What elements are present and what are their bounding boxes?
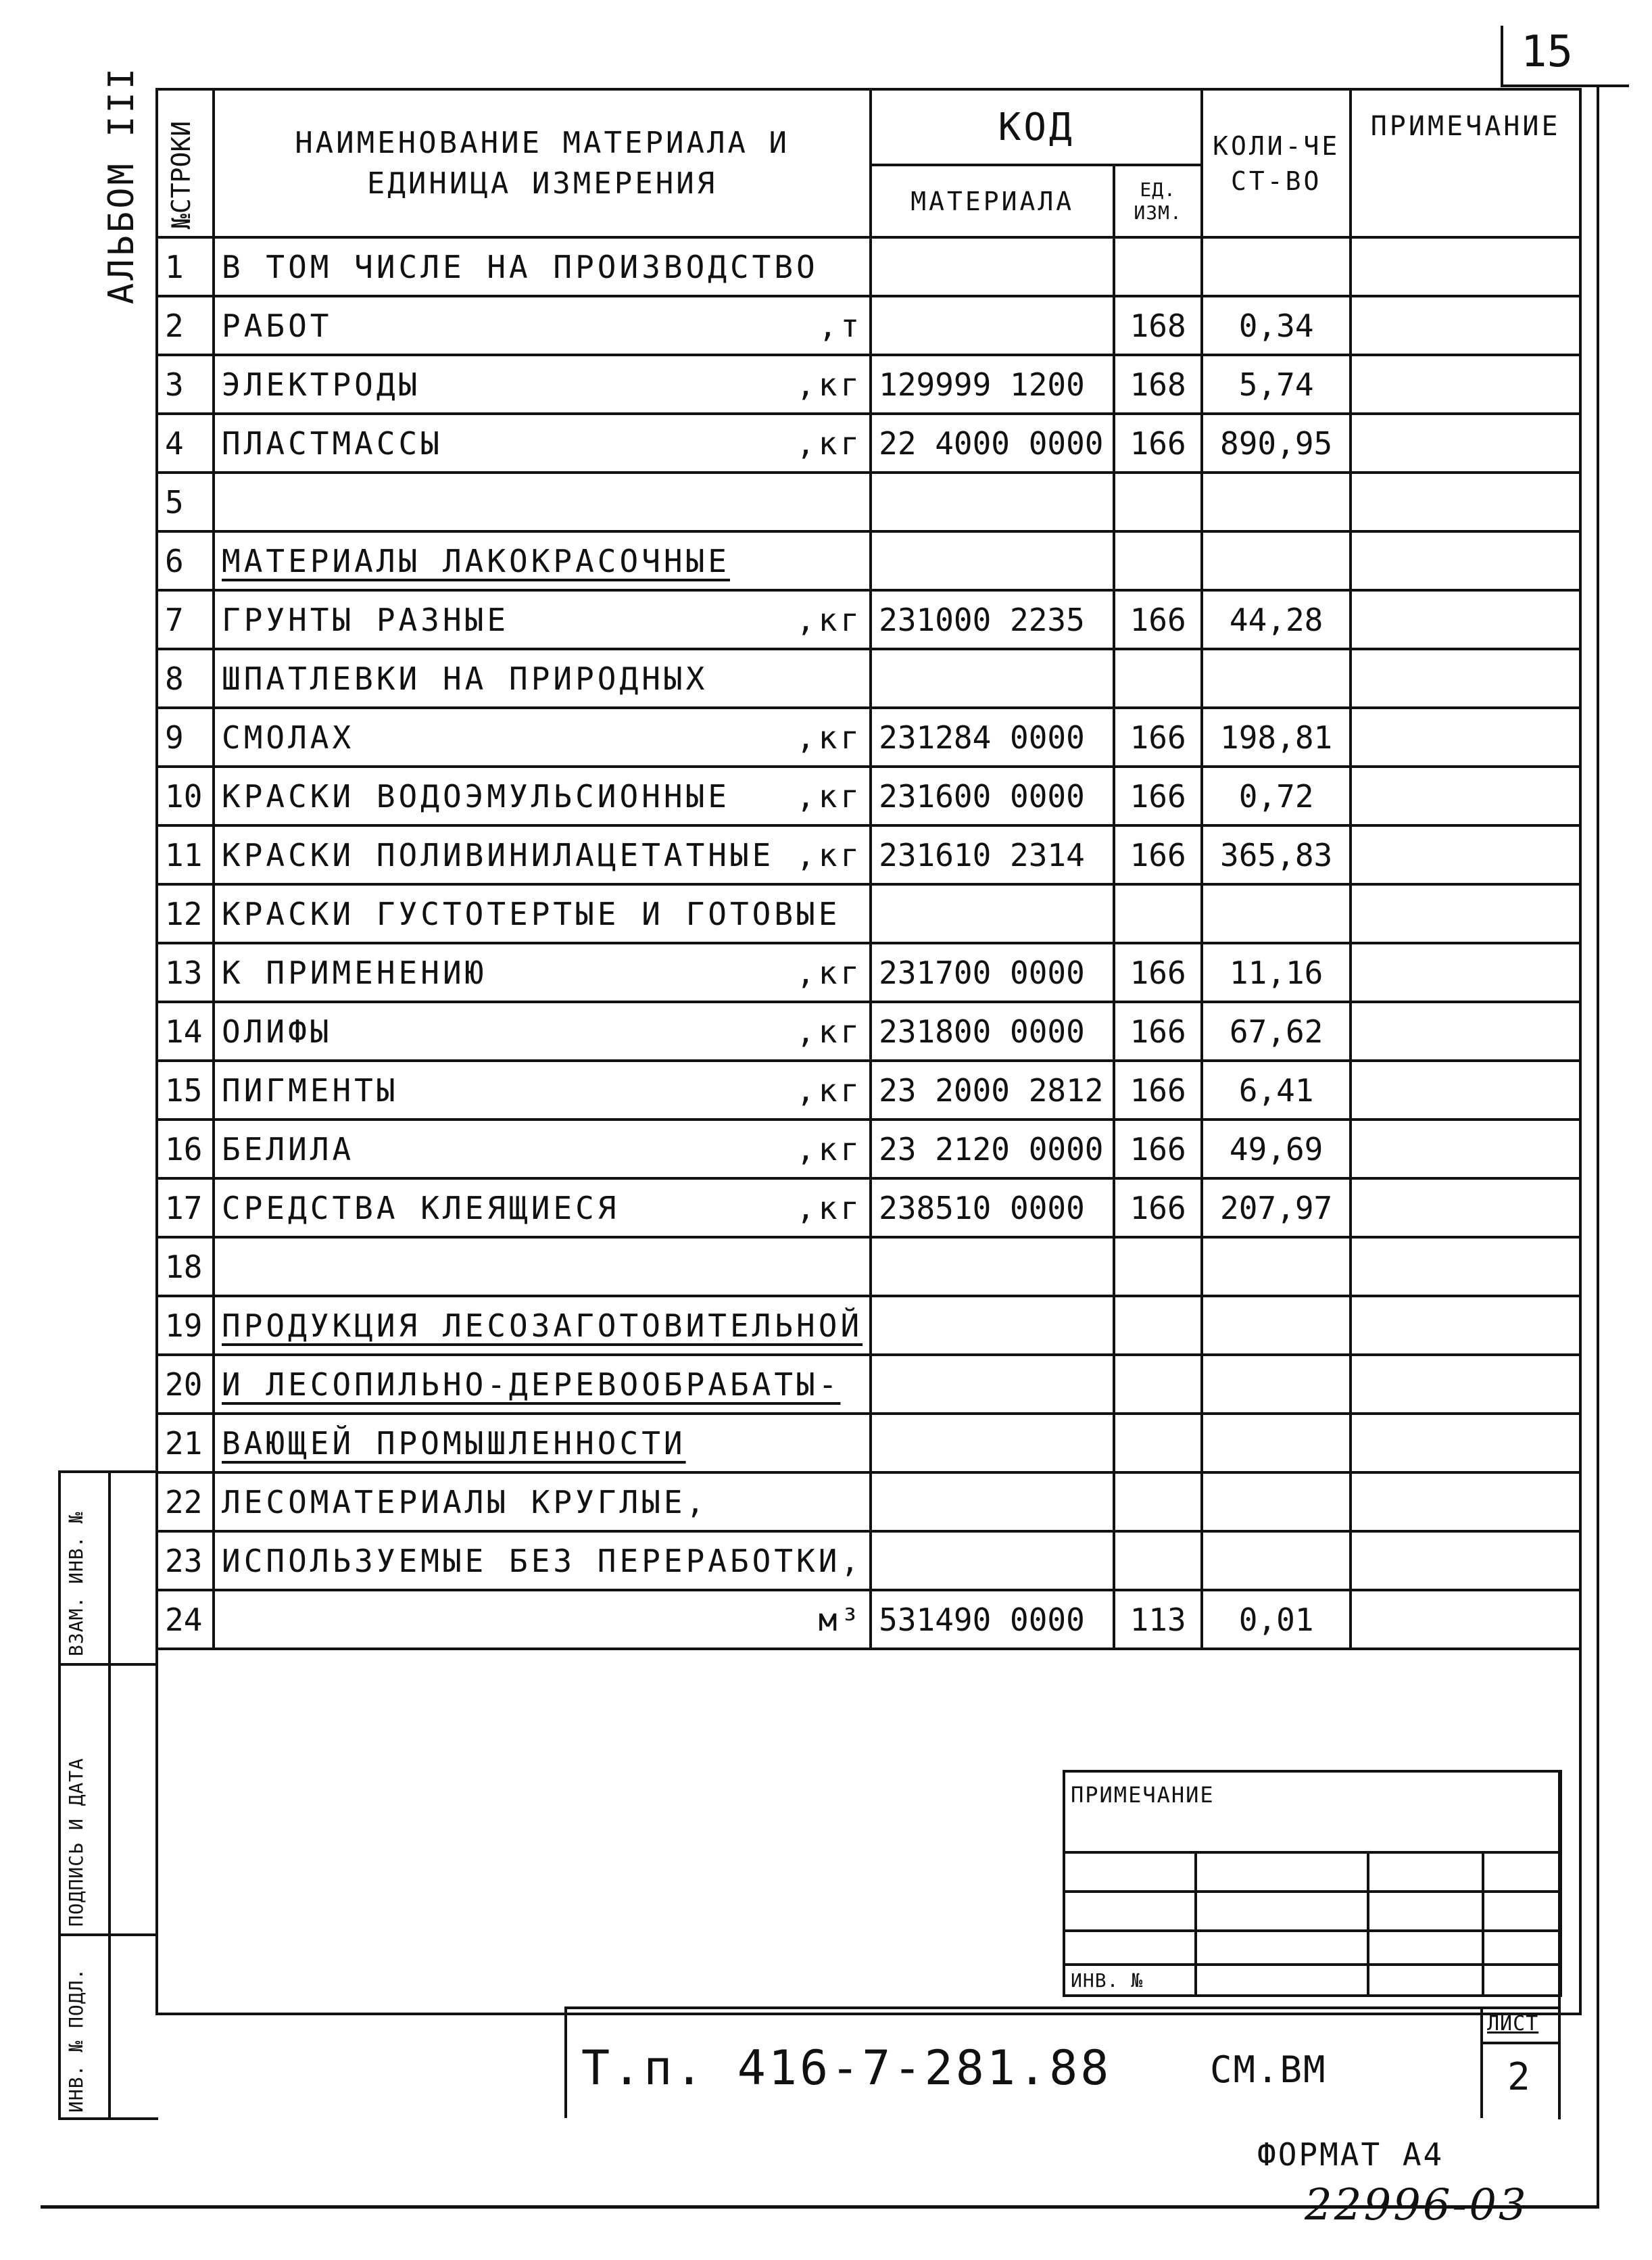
archive-number: 22996-03 [1305,2180,1528,2230]
material-name: МАТЕРИАЛЫ ЛАКОКРАСОЧНЫЕ [222,542,730,579]
page-number: 15 [1521,27,1574,77]
note-cell [1351,767,1580,825]
unit-code-cell: 166 [1114,767,1202,825]
row-number-cell: 15 [157,1061,214,1120]
document-code: Т.п. 416-7-281.88 [581,2040,1112,2096]
quantity-cell: 207,97 [1202,1178,1351,1237]
code-unit-header [1114,165,1202,237]
name-cell [214,884,871,943]
page-number-divider [1501,26,1503,87]
unit-suffix: ,кг [796,601,863,638]
unit-code-cell [1114,473,1202,531]
note-cell [1351,825,1580,884]
name-cell [214,355,871,414]
unit-code-cell [1114,884,1202,943]
table-row [157,590,1580,649]
side-stamp-left [58,1470,61,2119]
quantity-cell [1202,649,1351,708]
material-name: КРАСКИ ПОЛИВИНИЛАЦЕТАТНЫЕ [222,836,775,873]
table-row [157,708,1580,767]
material-code-cell [871,649,1114,708]
material-name: И ЛЕСОПИЛЬНО-ДЕРЕВООБРАБАТЫ- [222,1366,841,1403]
row-number-cell: 2 [157,296,214,355]
quantity-header [1202,89,1351,237]
name-cell [214,237,871,296]
material-code-cell: 238510 0000 [871,1178,1114,1237]
name-cell [214,1120,871,1178]
material-code-cell: 231800 0000 [871,1002,1114,1061]
unit-code-cell: 166 [1114,590,1202,649]
material-code-cell [871,473,1114,531]
name-cell [214,414,871,473]
unit-code-cell [1114,1472,1202,1531]
notes-cell [1483,1931,1561,1965]
unit-code-cell: 168 [1114,296,1202,355]
unit-code-cell [1114,1531,1202,1590]
note-cell [1351,355,1580,414]
quantity-cell: 0,34 [1202,296,1351,355]
notes-cell [1196,1892,1368,1931]
material-name: ОЛИФЫ [222,1013,333,1050]
unit-suffix: ,т [818,307,863,344]
material-code-cell [871,1414,1114,1472]
notes-block [1063,1770,1562,1997]
quantity-cell [1202,473,1351,531]
material-code-cell: 231610 2314 [871,825,1114,884]
notes-cell [1368,1931,1483,1965]
material-name: КРАСКИ ГУСТОТЕРТЫЕ И ГОТОВЫЕ [222,895,841,932]
name-cell [214,473,871,531]
quantity-cell: 198,81 [1202,708,1351,767]
table-row [157,1531,1580,1590]
material-name: ПРОДУКЦИЯ ЛЕСОЗАГОТОВИТЕЛЬНОЙ [222,1307,863,1344]
material-name: К ПРИМЕНЕНИЮ [222,954,487,991]
quantity-cell [1202,1472,1351,1531]
table-row [157,1002,1580,1061]
material-code-cell [871,1472,1114,1531]
row-number-cell: 5 [157,473,214,531]
notes-cell [1196,1931,1368,1965]
table-row [157,1355,1580,1414]
table-row [157,1472,1580,1531]
inv-no-label: ИНВ. № [1064,1965,1196,1996]
note-cell [1351,296,1580,355]
quantity-cell: 0,72 [1202,767,1351,825]
note-cell [1351,414,1580,473]
quantity-header-text: КОЛИ-ЧЕСТ-ВО [1213,130,1340,196]
material-code-cell: 531490 0000 [871,1590,1114,1649]
row-no-header [157,89,214,237]
name-cell [214,531,871,590]
name-header-text: НАИМЕНОВАНИЕ МАТЕРИАЛА И ЕДИНИЦА ИЗМЕРЕНИЯ [295,125,789,201]
row-number-cell: 9 [157,708,214,767]
top-frame-line [1501,85,1629,87]
name-cell [214,1472,871,1531]
material-code-cell [871,296,1114,355]
name-cell [214,1002,871,1061]
material-code-cell: 231284 0000 [871,708,1114,767]
unit-suffix: ,кг [796,719,863,756]
inv-podl-label: ИНВ. № ПОДЛ. [65,1967,87,2113]
notes-cell [1368,1965,1483,1996]
side-stamp-mid [108,1470,111,2119]
note-header-text: ПРИМЕЧАНИЕ [1370,111,1561,142]
table-row [157,1590,1580,1649]
material-code-cell: 129999 1200 [871,355,1114,414]
table-row [157,237,1580,296]
notes-title: ПРИМЕЧАНИЕ [1064,1771,1561,1852]
row-number-cell: 14 [157,1002,214,1061]
unit-suffix: ,кг [796,1072,863,1109]
section-code: СМ.ВМ [1210,2048,1327,2091]
table-row [157,1237,1580,1296]
unit-code-cell [1114,1237,1202,1296]
quantity-cell [1202,1237,1351,1296]
note-cell [1351,1355,1580,1414]
notes-cell [1483,1852,1561,1892]
quantity-cell: 11,16 [1202,943,1351,1002]
table-row [157,1296,1580,1355]
notes-cell [1064,1931,1196,1965]
quantity-cell [1202,1531,1351,1590]
name-cell [214,708,871,767]
note-cell [1351,1120,1580,1178]
material-name: ПИГМЕНТЫ [222,1072,399,1109]
quantity-cell [1202,884,1351,943]
material-code-cell [871,1531,1114,1590]
note-cell [1351,1531,1580,1590]
unit-suffix: ,кг [796,366,863,403]
row-number-cell: 13 [157,943,214,1002]
note-cell [1351,1472,1580,1531]
album-label: АЛЬБОМ III [101,65,142,304]
unit-code-cell: 166 [1114,825,1202,884]
row-number-cell: 22 [157,1472,214,1531]
name-cell [214,1178,871,1237]
material-code-cell [871,1296,1114,1355]
unit-suffix: ,кг [796,836,863,873]
row-number-cell: 4 [157,414,214,473]
unit-code-cell [1114,1355,1202,1414]
note-cell [1351,1002,1580,1061]
table-row [157,473,1580,531]
name-cell [214,1296,871,1355]
table-row [157,296,1580,355]
unit-suffix: м³ [818,1601,863,1638]
name-cell [214,1590,871,1649]
table-row [157,943,1580,1002]
quantity-cell: 44,28 [1202,590,1351,649]
row-number-cell: 11 [157,825,214,884]
unit-code-cell: 166 [1114,943,1202,1002]
material-code-cell [871,237,1114,296]
notes-cell [1064,1892,1196,1931]
note-cell [1351,943,1580,1002]
row-no-header-text: №СТРОКИ [166,120,196,229]
quantity-cell: 49,69 [1202,1120,1351,1178]
row-number-cell: 16 [157,1120,214,1178]
notes-cell [1064,1852,1196,1892]
name-cell [214,1414,871,1472]
name-cell [214,767,871,825]
note-cell [1351,649,1580,708]
material-name: ЛЕСОМАТЕРИАЛЫ КРУГЛЫЕ, [222,1483,708,1520]
material-name: ЭЛЕКТРОДЫ [222,366,421,403]
sheet-box-mid [1480,2042,1560,2044]
unit-code-cell: 166 [1114,1178,1202,1237]
table-row [157,1061,1580,1120]
side-stamp-div1 [58,1663,158,1666]
material-code-cell: 231000 2235 [871,590,1114,649]
material-name: В ТОМ ЧИСЛЕ НА ПРОИЗВОДСТВО [222,248,819,285]
note-cell [1351,1296,1580,1355]
unit-code-cell: 166 [1114,1002,1202,1061]
row-number-cell: 18 [157,1237,214,1296]
unit-suffix: ,кг [796,777,863,815]
notes-cell [1196,1965,1368,1996]
format-label: ФОРМАТ А4 [1257,2136,1444,2173]
name-cell [214,590,871,649]
table-row [157,414,1580,473]
quantity-cell [1202,237,1351,296]
material-name: ИСПОЛЬЗУЕМЫЕ БЕЗ ПЕРЕРАБОТКИ, [222,1542,863,1579]
note-cell [1351,590,1580,649]
quantity-cell [1202,1296,1351,1355]
quantity-cell: 890,95 [1202,414,1351,473]
table-row [157,767,1580,825]
row-number-cell: 7 [157,590,214,649]
table-row [157,1178,1580,1237]
material-code-cell [871,1237,1114,1296]
table-row [157,825,1580,884]
title-block-left [564,2006,567,2118]
table-row [157,884,1580,943]
note-cell [1351,708,1580,767]
unit-code-cell [1114,649,1202,708]
unit-code-cell [1114,1296,1202,1355]
unit-code-cell: 166 [1114,1120,1202,1178]
material-code-cell [871,531,1114,590]
quantity-cell [1202,1355,1351,1414]
name-cell [214,296,871,355]
side-stamp-bottom [58,2117,158,2120]
name-cell [214,1531,871,1590]
material-name: РАБОТ [222,307,333,344]
unit-code-cell: 113 [1114,1590,1202,1649]
quantity-cell [1202,531,1351,590]
unit-suffix: ,кг [796,1189,863,1226]
notes-cell [1196,1852,1368,1892]
row-number-cell: 8 [157,649,214,708]
note-cell [1351,237,1580,296]
row-number-cell: 17 [157,1178,214,1237]
right-frame-line [1597,85,1599,2207]
quantity-cell: 5,74 [1202,355,1351,414]
table-row [157,531,1580,590]
unit-code-cell [1114,237,1202,296]
note-cell [1351,1237,1580,1296]
unit-code-cell: 166 [1114,708,1202,767]
material-name: БЕЛИЛА [222,1130,355,1168]
row-number-cell: 19 [157,1296,214,1355]
row-number-cell: 12 [157,884,214,943]
note-cell [1351,1414,1580,1472]
notes-cell [1483,1892,1561,1931]
side-stamp-div2 [58,1933,158,1936]
row-number-cell: 21 [157,1414,214,1472]
table-row [157,1414,1580,1472]
sheet-box-right [1558,1770,1561,2119]
unit-code-cell: 166 [1114,414,1202,473]
name-cell [214,825,871,884]
material-code-cell: 23 2000 2812 [871,1061,1114,1120]
name-cell [214,649,871,708]
unit-suffix: ,кг [796,1013,863,1050]
material-name: ШПАТЛЕВКИ НА ПРИРОДНЫХ [222,660,708,697]
unit-suffix: ,кг [796,1130,863,1168]
row-number-cell: 24 [157,1590,214,1649]
material-name: КРАСКИ ВОДОЭМУЛЬСИОННЫЕ [222,777,730,815]
note-cell [1351,1590,1580,1649]
material-code-cell [871,1355,1114,1414]
code-material-header: МАТЕРИАЛА [871,165,1114,237]
material-name: СРЕДСТВА КЛЕЯЩИЕСЯ [222,1189,620,1226]
material-code-cell: 231600 0000 [871,767,1114,825]
material-code-cell: 231700 0000 [871,943,1114,1002]
unit-code-cell [1114,531,1202,590]
unit-suffix: ,кг [796,954,863,991]
row-number-cell: 10 [157,767,214,825]
unit-code-cell: 168 [1114,355,1202,414]
sheet-box-left [1480,2006,1483,2118]
quantity-cell [1202,1414,1351,1472]
note-header [1351,89,1580,237]
table-row [157,1120,1580,1178]
material-name: СМОЛАХ [222,719,355,756]
material-name: ГРУНТЫ РАЗНЫЕ [222,601,510,638]
table-row [157,649,1580,708]
note-cell [1351,531,1580,590]
name-cell [214,943,871,1002]
podpis-data-label: ПОДПИСЬ И ДАТА [65,1757,87,1927]
material-name: ПЛАСТМАССЫ [222,425,443,462]
row-number-cell: 20 [157,1355,214,1414]
code-unit-header-text: ЕД. ИЗМ. [1134,178,1182,224]
quantity-cell: 6,41 [1202,1061,1351,1120]
sheet-number: 2 [1507,2055,1530,2099]
name-cell [214,1237,871,1296]
note-cell [1351,1061,1580,1120]
note-cell [1351,1178,1580,1237]
unit-suffix: ,кг [796,425,863,462]
row-number-cell: 23 [157,1531,214,1590]
quantity-cell: 365,83 [1202,825,1351,884]
row-number-cell: 6 [157,531,214,590]
notes-cell [1368,1852,1483,1892]
material-code-cell: 23 2120 0000 [871,1120,1114,1178]
name-cell [214,1355,871,1414]
vzam-inv-label: ВЗАМ. ИНВ. № [65,1511,87,1656]
row-number-cell: 1 [157,237,214,296]
quantity-cell: 67,62 [1202,1002,1351,1061]
table-row [157,355,1580,414]
title-block-top [564,2006,1560,2009]
notes-cell [1368,1892,1483,1931]
row-number-cell: 3 [157,355,214,414]
material-code-cell [871,884,1114,943]
unit-code-cell: 166 [1114,1061,1202,1120]
materials-table [155,88,1582,2015]
unit-code-cell [1114,1414,1202,1472]
quantity-cell: 0,01 [1202,1590,1351,1649]
code-header: КОД [871,89,1202,165]
name-header [214,89,871,237]
sheet-label: ЛИСТ [1487,2012,1539,2036]
note-cell [1351,473,1580,531]
notes-cell [1483,1965,1561,1996]
material-name: ВАЮЩЕЙ ПРОМЫШЛЕННОСТИ [222,1424,686,1462]
material-code-cell: 22 4000 0000 [871,414,1114,473]
note-cell [1351,884,1580,943]
name-cell [214,1061,871,1120]
